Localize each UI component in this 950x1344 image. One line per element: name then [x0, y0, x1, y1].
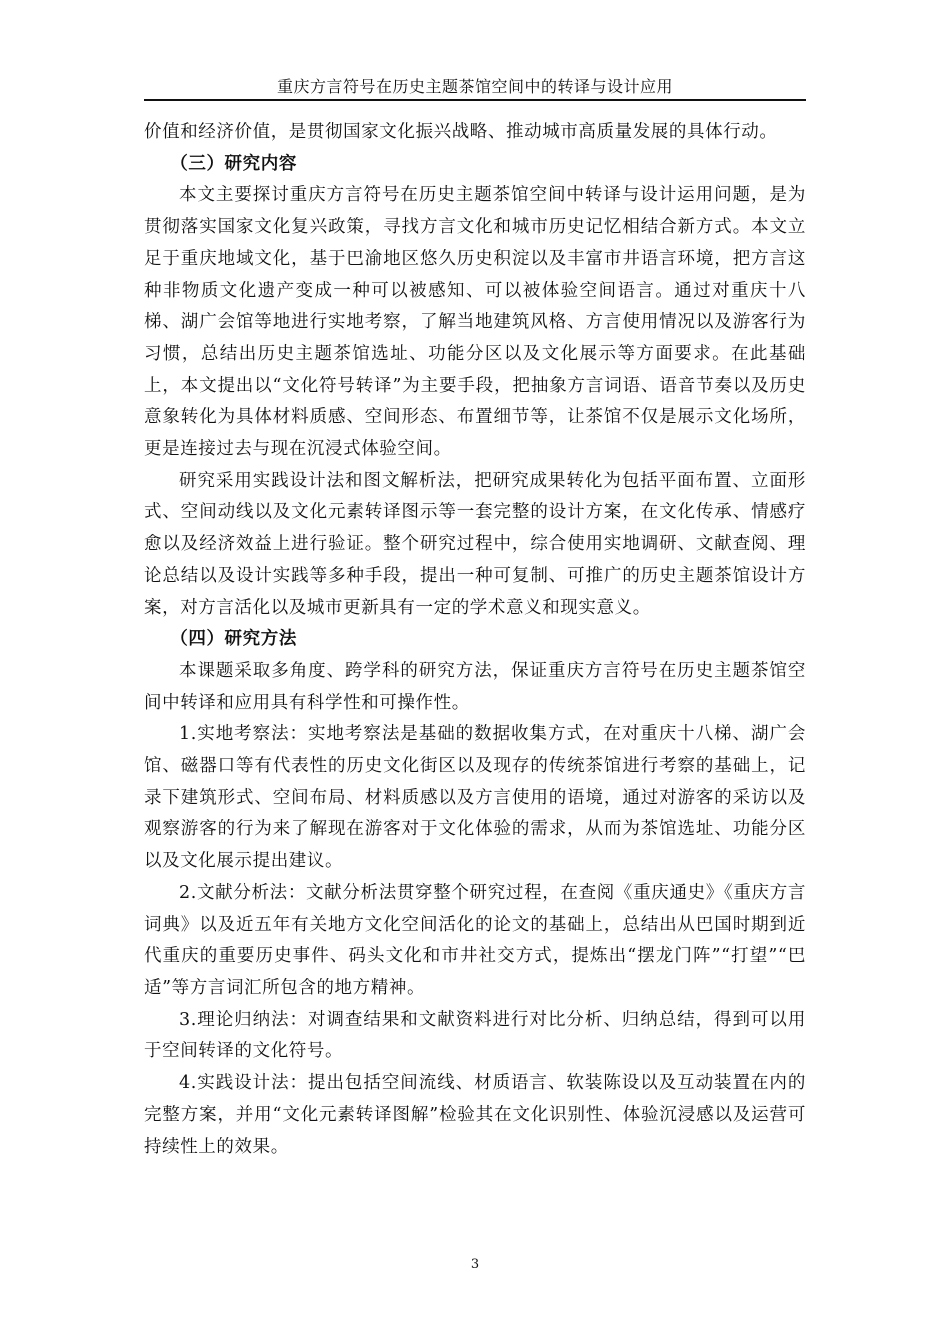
paragraph-method-practice: 4.实践设计法：提出包括空间流线、材质语言、软装陈设以及互动装置在内的完整方案，并用“文化元素转译图解”检验其在文化识别性、体验沉浸感以及运营可持续性上的效果。: [144, 1073, 806, 1157]
running-header-title: 重庆方言符号在历史主题茶馆空间中的转译与设计应用: [276, 77, 673, 96]
section-heading-research-methods: （四）研究方法: [170, 629, 297, 650]
paragraph-methods-intro: 本课题采取多角度、跨学科的研究方法，保证重庆方言符号在历史主题茶馆空间中转译和应用具有科学性和可操作性。: [144, 660, 806, 713]
header-rule: [144, 99, 806, 101]
paragraph-method-theory: 3.理论归纳法：对调查结果和文献资料进行对比分析、归纳总结，得到可以用于空间转译的文化符号。: [144, 1009, 806, 1062]
paragraph-method-literature: 2.文献分析法：文献分析法贯穿整个研究过程，在查阅《重庆通史》《重庆方言词典》以及近五年有关地方文化空间活化的论文的基础上，总结出从巴国时期到近代重庆的重要历史事件、码头文化和市井社交方式，提炼出“摆龙门阵”“打望”“巴适”等方言词汇所包含的地方精神。: [144, 882, 806, 998]
paragraph-research-content-1: 本文主要探讨重庆方言符号在历史主题茶馆空间中转译与设计运用问题，是为贯彻落实国家文化复兴政策，寻找方言文化和城市历史记忆相结合新方式。本文立足于重庆地域文化，基于巴渝地区悠久历史积淀以及丰富市井语言环境，把方言这种非物质文化遗产变成一种可以被感知、可以被体验空间语言。通过对重庆十八梯、湖广会馆等地进行实地考察，了解当地建筑风格、方言使用情况以及游客行为习惯，总结出历史主题茶馆选址、功能分区以及文化展示等方面要求。在此基础上，本文提出以“文化符号转译”为主要手段，把抽象方言词语、语音节奏以及历史意象转化为具体材料质感、空间形态、布置细节等，让茶馆不仅是展示文化场所，更是连接过去与现在沉浸式体验空间。: [144, 185, 806, 460]
paragraph-continuation: 价值和经济价值，是贯彻国家文化振兴战略、推动城市高质量发展的具体行动。: [144, 122, 778, 142]
section-heading-research-content: （三）研究内容: [170, 153, 297, 174]
paragraph-method-field-survey: 1.实地考察法：实地考察法是基础的数据收集方式，在对重庆十八梯、湖广会馆、磁器口等有代表性的历史文化街区以及现存的传统茶馆进行考察的基础上，记录下建筑形式、空间布局、材料质感以及方言使用的语境，通过对游客的采访以及观察游客的行为来了解现在游客对于文化体验的需求，从而为茶馆选址、功能分区以及文化展示提出建议。: [144, 724, 806, 872]
paragraph-research-content-2: 研究采用实践设计法和图文解析法，把研究成果转化为包括平面布置、立面形式、空间动线以及文化元素转译图示等一套完整的设计方案，在文化传承、情感疗愈以及经济效益上进行验证。整个研究过程中，综合使用实地调研、文献查阅、理论总结以及设计实践等多种手段，提出一种可复制、可推广的历史主题茶馆设计方案，对方言活化以及城市更新具有一定的学术意义和现实意义。: [144, 470, 806, 618]
page-number: 3: [470, 1257, 480, 1272]
body-text: [144, 117, 806, 1163]
